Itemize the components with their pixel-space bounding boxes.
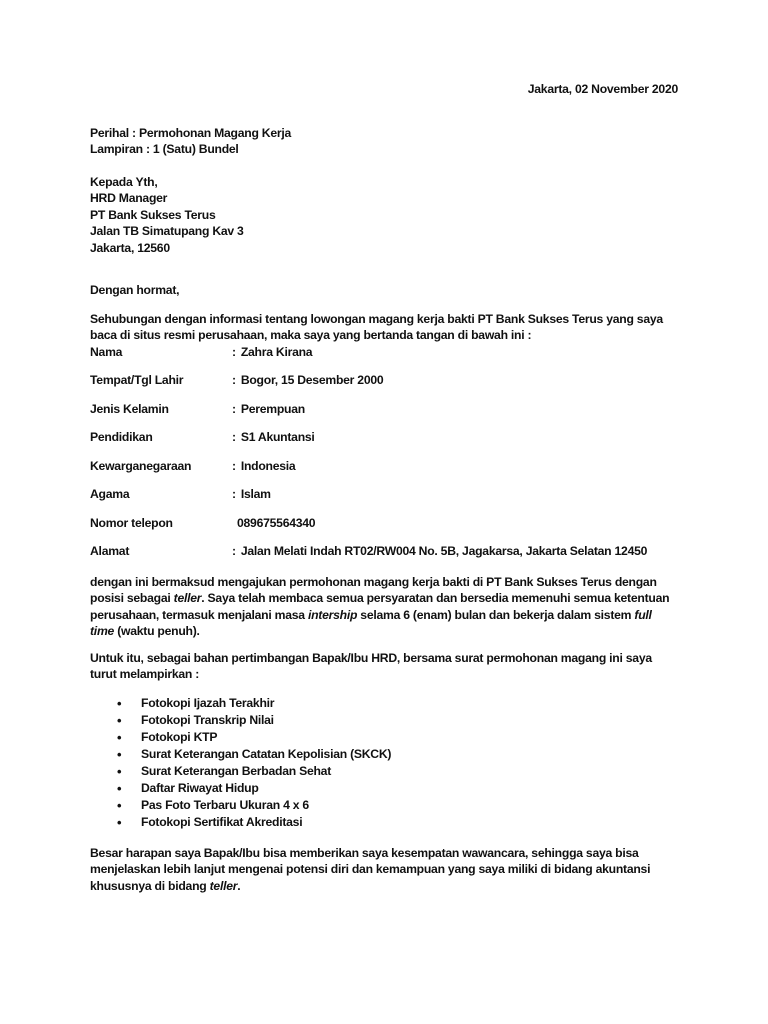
detail-label: Nama <box>90 344 123 359</box>
closing-text: . <box>237 878 241 893</box>
italic-term-full-time: full time <box>90 607 652 638</box>
detail-separator: : <box>232 458 236 473</box>
detail-label: Jenis Kelamin <box>90 401 169 416</box>
detail-separator: : <box>232 487 236 501</box>
italic-term-intership: intership <box>307 607 358 622</box>
body-text: (waktu penuh). <box>114 624 200 638</box>
request-paragraph: Untuk itu, sebagai bahan pertimbangan Bapak/Ibu HRD, bersama surat permohonan magang ini saya turut melampirkan : <box>90 650 652 681</box>
detail-row-kewarganegaraan <box>90 458 678 475</box>
recipient-line: Jalan TB Simatupang Kav 3 <box>90 224 244 238</box>
detail-separator: : <box>232 544 236 558</box>
italic-term-teller: teller <box>209 878 238 893</box>
recipient-line: HRD Manager <box>90 191 168 205</box>
detail-row-agama <box>90 486 678 503</box>
body-text: selama 6 (enam) bulan dan bekerja dalam sistem <box>357 607 635 622</box>
attachment-count-line: Lampiran : 1 (Satu) Bundel <box>90 142 239 156</box>
attachments-list <box>90 695 678 831</box>
detail-row-jenis-kelamin <box>90 401 678 418</box>
detail-value: Indonesia <box>240 458 296 473</box>
subject-block <box>90 125 678 158</box>
intro-paragraph: Sehubungan dengan informasi tentang lowongan magang kerja bakti PT Bank Sukses Terus yang saya baca di situs resmi perusahaan, maka saya yang bertanda tangan di bawah ini : <box>90 311 663 342</box>
greeting: Dengan hormat, <box>90 283 180 297</box>
detail-row-alamat <box>90 543 678 560</box>
detail-row-nomor-telepon <box>90 515 678 532</box>
recipient-block <box>90 174 678 257</box>
detail-separator: : <box>232 344 236 359</box>
detail-label: Alamat <box>90 544 130 558</box>
detail-row-pendidikan <box>90 429 678 446</box>
subject-line: Perihal : Permohonan Magang Kerja <box>90 125 292 140</box>
attachment-item: • Fotokopi KTP <box>90 729 678 746</box>
detail-separator: : <box>232 430 236 444</box>
detail-row-nama <box>90 344 678 361</box>
detail-label: Kewarganegaraan <box>90 458 192 473</box>
attachment-item: • Surat Keterangan Catatan Kepolisian (SKCK) <box>90 746 678 763</box>
recipient-line: PT Bank Sukses Terus <box>90 207 216 222</box>
detail-value: Islam <box>240 487 271 501</box>
body-text: dengan ini bermaksud mengajukan permohonan magang kerja bakti di PT Bank Sukses Terus dengan posisi sebagai <box>90 574 657 605</box>
detail-value: 089675564340 <box>237 515 316 530</box>
detail-label: Tempat/Tgl Lahir <box>90 373 184 387</box>
detail-label: Agama <box>90 487 130 501</box>
detail-value: S1 Akuntansi <box>240 430 315 444</box>
detail-row-tempat-tgl-lahir <box>90 372 678 389</box>
attachment-item: • Fotokopi Sertifikat Akreditasi <box>90 814 678 831</box>
closing-text: Besar harapan saya Bapak/Ibu bisa memberikan saya kesempatan wawancara, sehingga saya bisa menjelaskan lebih lanjut mengenai potensi diri dan kemampuan yang saya miliki di bidang akuntansi khususnya di bidang <box>90 845 651 893</box>
detail-label: Nomor telepon <box>90 515 173 530</box>
detail-separator: : <box>232 373 236 387</box>
closing-paragraph <box>90 845 678 895</box>
attachment-item: • Surat Keterangan Berbadan Sehat <box>90 763 678 780</box>
italic-term-teller: teller <box>173 591 202 605</box>
attachment-item: • Daftar Riwayat Hidup <box>90 780 678 797</box>
letter-date: Jakarta, 02 November 2020 <box>527 82 678 96</box>
detail-value: Jalan Melati Indah RT02/RW004 No. 5B, Jagakarsa, Jakarta Selatan 12450 <box>240 544 648 558</box>
attachment-item: • Fotokopi Transkrip Nilai <box>90 712 678 729</box>
detail-separator: : <box>232 401 236 416</box>
detail-label: Pendidikan <box>90 430 153 444</box>
recipient-line: Jakarta, 12560 <box>90 240 170 255</box>
applicant-details <box>90 344 678 560</box>
detail-value: Perempuan <box>240 401 305 416</box>
body-paragraph <box>90 574 678 640</box>
recipient-salutation: Kepada Yth, <box>90 174 158 189</box>
attachment-item: • Pas Foto Terbaru Ukuran 4 x 6 <box>90 797 678 814</box>
body-text: . Saya telah membaca semua persyaratan dan bersedia memenuhi semua ketentuan perusahaan, termasuk menjalani masa <box>90 591 670 622</box>
attachment-item: • Fotokopi Ijazah Terakhir <box>90 695 678 712</box>
detail-value: Zahra Kirana <box>240 344 313 359</box>
detail-value: Bogor, 15 Desember 2000 <box>240 373 384 387</box>
